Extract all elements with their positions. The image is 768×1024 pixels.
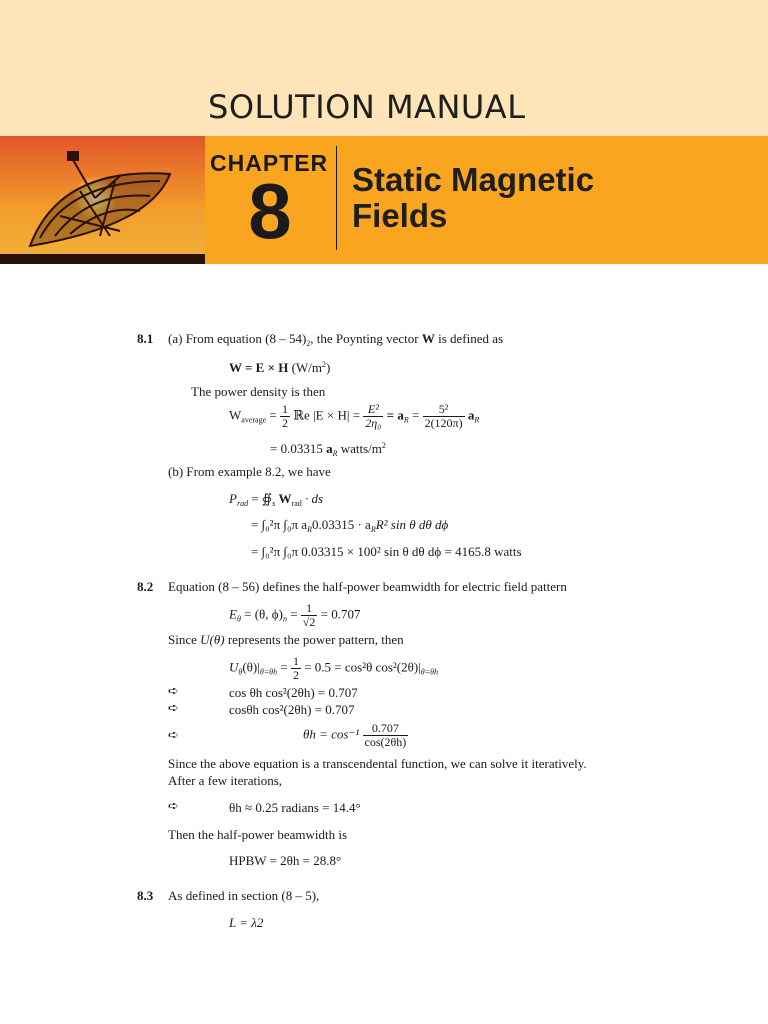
power-density-text: The power density is then — [191, 384, 326, 399]
equation-e-theta: $E_\theta = (\theta$, $\phi)_n$ = $\frac{1}{√2}$ = 0.707 — [229, 601, 361, 629]
chapter-label: CHAPTER — [210, 150, 329, 176]
chapter-title-line-2: Fields — [352, 197, 448, 234]
equation-w-definition: W = E × H $(W/m^2)$ — [229, 360, 331, 375]
equation-theta-h: θh = cos⁻¹ $\frac{0.707}{\cos(2\theta h)}$ — [303, 721, 407, 749]
chapter-title — [352, 162, 594, 234]
equation-prad-2: = ∫₀²π ∫₀π $a_R0.03315 \cdot a_RR^2$ sin θ dθ dϕ — [251, 517, 449, 534]
problem-number-8-3: 8.3 — [137, 888, 154, 903]
chapter-divider — [336, 146, 337, 250]
equation-w-average: $W_{average}$ = $\frac{1}{2}$ ℝe |E × H| = $\frac{\text{E²}}{\text{2η₀}}$ = $a_R$ = $\frac{\text{5²}}{2(120\pi)}$ $a_R$ — [229, 402, 480, 430]
implies-arrow-icon: ➪ — [168, 799, 179, 814]
transcendental-text-1: Since the above equation is a transcendental function, we can solve it iteratively. — [168, 756, 587, 771]
implies-arrow-icon: ➪ — [168, 728, 179, 743]
chapter-number: 8 — [248, 167, 292, 255]
manual-title: SOLUTION MANUAL — [208, 88, 526, 126]
transcendental-text-2: After a few iterations, — [168, 773, 283, 788]
problem-8-2-intro: Equation (8 – 56) defines the half-power beamwidth for electric field pattern — [168, 579, 567, 594]
problem-number-8-1: 8.1 — [137, 331, 154, 346]
chapter-title-line-1: Static Magnetic — [352, 161, 595, 198]
implies-arrow-icon: ➪ — [168, 701, 179, 716]
equation-cos-2: cosθh cos²(2θh) = 0.707 — [229, 702, 355, 717]
equation-u-theta: $U_\theta(\theta)|_{\theta=\theta h}$ = $\frac{1}{2}$ = 0.5 = cos²θ $\cos^2(2\theta)|_{\theta=\theta h}$ — [229, 654, 439, 682]
implies-arrow-icon: ➪ — [168, 684, 179, 699]
equation-l: L = λ2 — [229, 915, 264, 930]
satellite-dish-photo — [0, 136, 205, 264]
equation-cos-1: cos θh cos²(2θh) = 0.707 — [229, 685, 358, 700]
equation-theta-approx: θh ≈ 0.25 radians = 14.4° — [229, 800, 361, 815]
equation-prad-3: = ∫₀²π ∫₀π 0.03315 × 100² sin θ dθ dϕ = 4165.8 watts — [251, 544, 522, 559]
since-u-theta-text: Since U(θ) represents the power pattern, then — [168, 632, 404, 647]
problem-8-3-intro: As defined in section (8 – 5), — [168, 888, 320, 903]
equation-prad-1: $P_{rad}$ = $∯_s$ $W_{rad}$ · ds — [229, 491, 324, 508]
equation-hpbw: HPBW = 2θh = 28.8° — [229, 853, 342, 868]
problem-8-1a-intro: (a) From equation $(8 - 54)_2$, the Poynting vector W is defined as — [168, 331, 504, 348]
problem-number-8-2: 8.2 — [137, 579, 154, 594]
hpbw-intro-text: Then the half-power beamwidth is — [168, 827, 348, 842]
equation-w-average-result: = 0.03315 $a_R$ watts/$m^2$ — [270, 441, 386, 458]
problem-8-1b-intro: (b) From example 8.2, we have — [168, 464, 331, 479]
